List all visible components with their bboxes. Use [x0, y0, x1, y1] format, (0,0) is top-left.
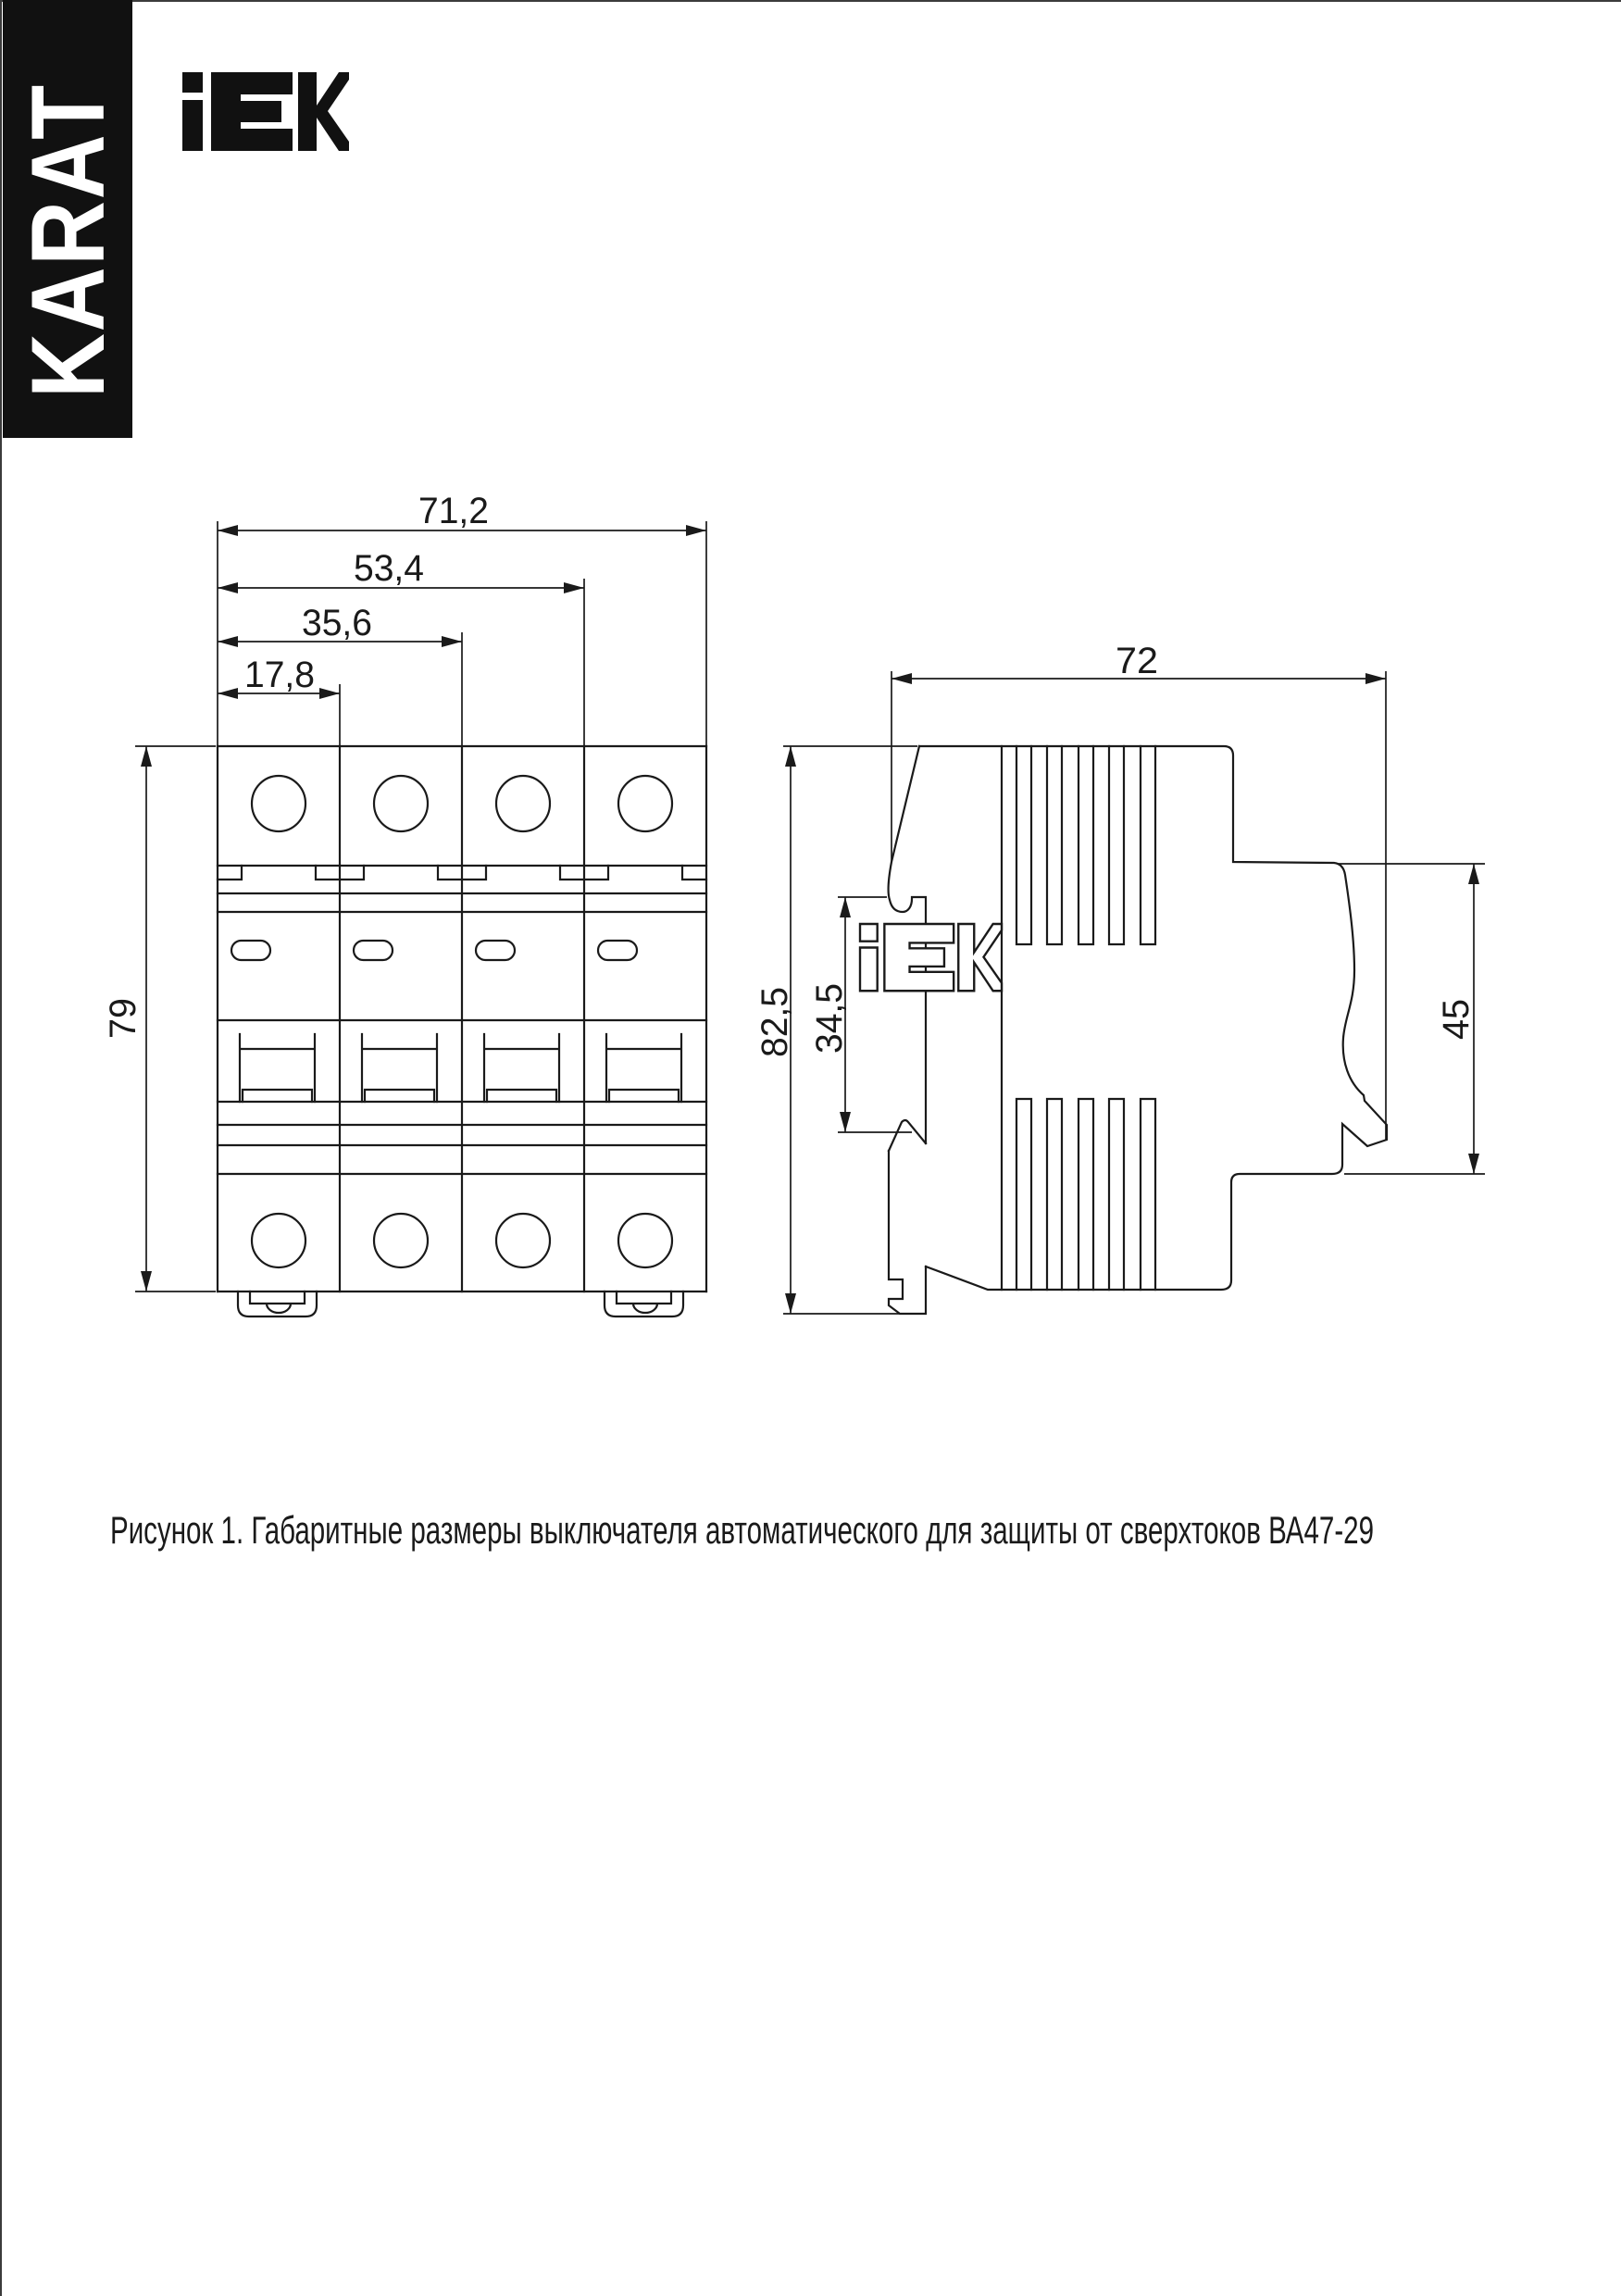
dim-label-53-4: 53,4: [354, 548, 424, 589]
dim-label-17-8: 17,8: [244, 655, 315, 695]
dim-label-71-2: 71,2: [418, 491, 489, 531]
figure-caption: Рисунок 1. Габаритные размеры выключателя автоматического для защиты от сверхтоков ВА47-29: [110, 1508, 1374, 1552]
iek-logo: [182, 72, 349, 151]
dim-label-45: 45: [1436, 998, 1477, 1040]
brand-vertical-label: KARAT: [10, 33, 126, 398]
marking-windows: [231, 941, 637, 960]
side-view: [860, 746, 1387, 1314]
front-view-dimensions: [103, 491, 706, 1292]
toggle-levers: [240, 1034, 681, 1102]
front-view: [218, 746, 706, 1316]
iek-logo-engraved: [860, 924, 1002, 991]
dim-label-79: 79: [103, 997, 143, 1039]
dim-label-72: 72: [1116, 641, 1158, 681]
karat-banner: [3, 0, 132, 438]
dim-label-82-5: 82,5: [754, 985, 795, 1057]
din-rail-clips: [238, 1292, 683, 1316]
dim-label-34-5: 34,5: [809, 981, 850, 1054]
dim-label-35-6: 35,6: [302, 603, 372, 643]
